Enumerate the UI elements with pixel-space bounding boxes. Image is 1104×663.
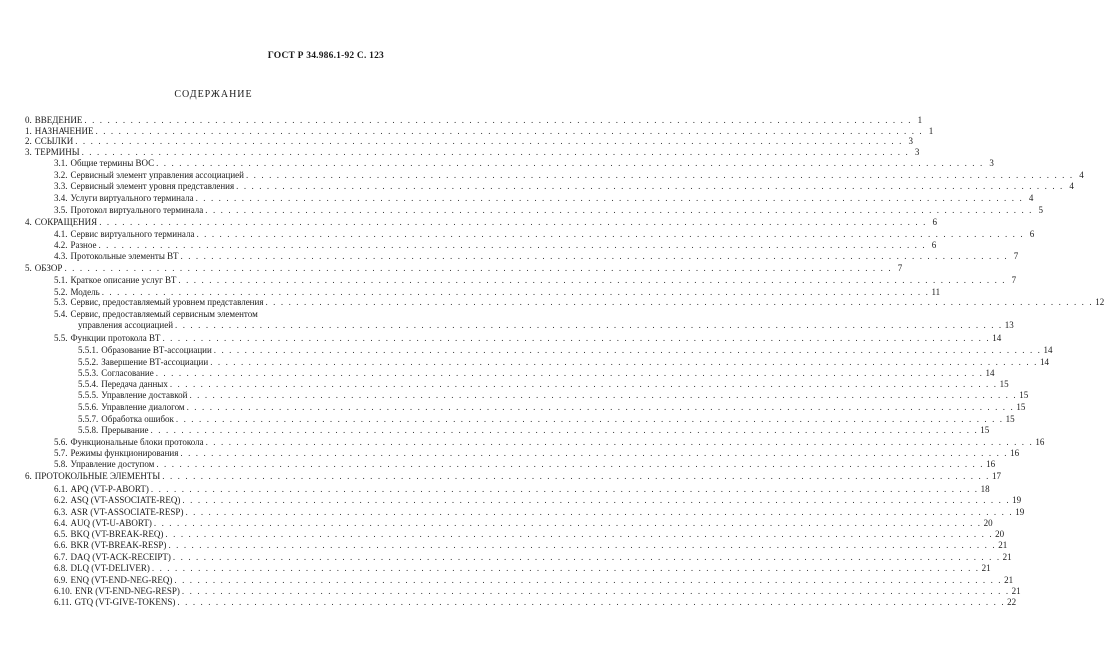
- toc-entry-number: 3.2.: [54, 170, 68, 180]
- page-header: ГОСТ Р 34.986.1-92 С. 123: [267, 51, 384, 61]
- toc-entry-page: 14: [992, 333, 1002, 343]
- toc-entry-page: 14: [1043, 345, 1053, 355]
- toc-entry[interactable]: [54, 158, 994, 169]
- toc-entry-page: 16: [986, 459, 996, 469]
- toc-leader-dots: [154, 518, 982, 529]
- toc-entry-number: 3.: [25, 147, 32, 157]
- toc-leader-dots: [265, 297, 1093, 308]
- toc-entry-page: 6: [931, 240, 937, 250]
- toc-entry-number: 6.2.: [54, 495, 68, 505]
- toc-entry-page: 21: [998, 540, 1008, 550]
- toc-entry-label: ССЫЛКИ: [34, 136, 74, 146]
- toc-entry[interactable]: [54, 205, 1044, 216]
- toc-entry[interactable]: [54, 181, 1074, 192]
- toc-leader-dots: [156, 459, 984, 470]
- toc-entry-label: ENR (VT-END-NEG-RESP): [75, 586, 180, 596]
- toc-entry[interactable]: [54, 437, 1045, 448]
- toc-entry-label: НАЗНАЧЕНИЕ: [34, 126, 94, 136]
- toc-entry-label: Сервис, предоставляемый сервисным элементом: [70, 309, 258, 319]
- toc-entry-number: 4.: [25, 217, 32, 227]
- toc-entry-label: управления ассоциацией: [78, 320, 174, 330]
- toc-entry-page: 20: [983, 518, 993, 528]
- toc-leader-dots: [75, 136, 903, 147]
- toc-entry[interactable]: [54, 529, 1005, 540]
- toc-leader-dots: [196, 193, 1024, 204]
- toc-entry-label: Функции протокола ВТ: [70, 333, 161, 343]
- toc-entry-page: 4: [1079, 170, 1084, 180]
- toc-entry-number: 1.: [25, 126, 32, 136]
- toc-entry[interactable]: [78, 368, 995, 379]
- toc-entry-number: 2.: [25, 136, 32, 146]
- toc-leader-dots: [173, 552, 1001, 563]
- toc-leader-dots: [176, 414, 1004, 425]
- toc-entry[interactable]: [25, 471, 1002, 482]
- toc-entry-label: Согласование: [101, 368, 154, 378]
- toc-entry-label: Услуги виртуального терминала: [70, 193, 194, 203]
- toc-leader-dots: [84, 115, 912, 126]
- toc-entry-label: Сервис виртуального терминала: [70, 229, 195, 239]
- toc-leader-dots: [165, 529, 993, 540]
- toc-leader-dots: [182, 495, 1010, 506]
- toc-entry-page: 13: [1004, 320, 1014, 330]
- toc-leader-dots: [151, 484, 979, 495]
- toc-entry-label: Управление доставкой: [101, 390, 188, 400]
- toc-entry-page: 15: [999, 379, 1009, 389]
- toc-leader-dots: [82, 147, 910, 158]
- toc-leader-dots: [156, 158, 984, 169]
- toc-entry-number: 5.5.2.: [78, 357, 99, 367]
- toc-entry[interactable]: [54, 229, 1035, 240]
- toc-entry-page: 12: [1095, 297, 1104, 307]
- toc-entry[interactable]: [78, 425, 990, 436]
- toc-leader-dots: [185, 507, 1013, 518]
- toc-entry-page: 22: [1007, 597, 1017, 607]
- toc-entry-label: Передача данных: [101, 379, 168, 389]
- toc-leader-dots: [170, 379, 998, 390]
- toc-entry[interactable]: [54, 193, 1034, 204]
- toc-entry[interactable]: [25, 115, 923, 126]
- toc-leader-dots: [162, 333, 990, 344]
- toc-entry-page: 16: [1010, 448, 1020, 458]
- toc-entry-label: Функциональные блоки протокола: [70, 437, 204, 447]
- toc-entry-label: ENQ (VT-END-NEG-REQ): [70, 575, 173, 585]
- toc-entry-page: 1: [928, 126, 934, 136]
- toc-entry[interactable]: [25, 147, 920, 158]
- toc-leader-dots: [178, 275, 1006, 286]
- toc-entry-label: ASQ (VT-ASSOCIATE-REQ): [70, 495, 181, 505]
- toc-leader-dots: [156, 368, 984, 379]
- toc-entry-number: 5.5.: [54, 333, 68, 343]
- toc-entry-number: 6.: [25, 471, 32, 481]
- toc-entry-label: ВВЕДЕНИЕ: [34, 115, 83, 125]
- toc-entry[interactable]: [78, 402, 1026, 413]
- toc-entry[interactable]: [78, 320, 1014, 331]
- toc-leader-dots: [210, 357, 1038, 368]
- toc-entry-page: 3: [908, 136, 913, 146]
- toc-entry-page: 21: [1011, 586, 1021, 596]
- toc-entry-number: 5.7.: [54, 448, 68, 458]
- toc-entry-number: 6.1.: [54, 484, 68, 494]
- toc-leader-dots: [174, 575, 1002, 586]
- toc-leader-dots: [189, 390, 1017, 401]
- toc-entry-label: Управление диалогом: [101, 402, 185, 412]
- toc-entry-label: DLQ (VT-DELIVER): [70, 563, 150, 573]
- toc-entry[interactable]: [54, 484, 990, 495]
- toc-entry-number: 4.1.: [54, 229, 68, 239]
- toc-entry-number: 5.5.6.: [78, 402, 99, 412]
- toc-entry-number: 5.5.1.: [78, 345, 99, 355]
- toc-leader-dots: [236, 181, 1064, 192]
- toc-entry[interactable]: [54, 507, 1025, 518]
- toc-entry-page: 7: [1011, 275, 1017, 285]
- toc-entry-number: 5.5.5.: [78, 390, 99, 400]
- toc-entry-page: 11: [931, 287, 941, 297]
- toc-entry[interactable]: [54, 297, 1104, 308]
- toc-entry[interactable]: [54, 597, 1017, 608]
- toc-leader-dots: [152, 563, 980, 574]
- toc-entry-label: Сервисный элемент управления ассоциацией: [70, 170, 244, 180]
- toc-entry-label: ASR (VT-ASSOCIATE-RESP): [70, 507, 184, 517]
- toc-entry-page: 4: [1028, 193, 1034, 203]
- toc-entry-number: 4.3.: [54, 251, 68, 261]
- toc-entry-number: 5.: [25, 263, 32, 273]
- toc-entry-page: 7: [897, 263, 903, 273]
- toc-entry-page: 20: [995, 529, 1005, 539]
- toc-entry[interactable]: [25, 263, 903, 274]
- toc-entry-page: 14: [1039, 357, 1049, 367]
- toc-entry-label: AUQ (VT-U-ABORT): [70, 518, 152, 528]
- toc-entry-number: 5.5.8.: [78, 425, 99, 435]
- toc-entry[interactable]: [54, 575, 1014, 586]
- toc-leader-dots: [168, 540, 996, 551]
- toc-entry-label: ПРОТОКОЛЬНЫЕ ЭЛЕМЕНТЫ: [34, 471, 161, 481]
- toc-entry-page: 19: [1012, 495, 1022, 505]
- toc-entry-number: 5.1.: [54, 275, 68, 285]
- toc-entry[interactable]: [54, 448, 1020, 459]
- toc-leader-dots: [64, 263, 892, 274]
- toc-entry[interactable]: [54, 240, 937, 251]
- toc-entry[interactable]: [54, 309, 386, 320]
- toc-leader-dots: [180, 448, 1008, 459]
- toc-entry-number: 6.9.: [54, 575, 68, 585]
- toc-entry-label: Завершение ВТ-ассоциации: [101, 357, 209, 367]
- toc-leader-dots: [181, 251, 1009, 262]
- toc-entry[interactable]: [54, 552, 1012, 563]
- toc-entry-page: 3: [914, 147, 920, 157]
- toc-entry[interactable]: [54, 495, 1022, 506]
- toc-leader-dots: [214, 345, 1042, 356]
- toc-entry-page: 17: [992, 471, 1002, 481]
- toc-entry-number: 6.3.: [54, 507, 68, 517]
- toc-entry-page: 6: [932, 217, 937, 227]
- toc-entry-page: 15: [1005, 414, 1015, 424]
- toc-leader-dots: [182, 586, 1010, 597]
- toc-entry-label: Сервисный элемент уровня представления: [70, 181, 235, 191]
- toc-entry-label: BKQ (VT-BREAK-REQ): [70, 529, 164, 539]
- toc-entry-label: Общие термины ВОС: [70, 158, 155, 168]
- toc-leader-dots: [196, 229, 1024, 240]
- toc-entry-number: 6.4.: [54, 518, 68, 528]
- toc-entry[interactable]: [25, 217, 937, 228]
- toc-leader-dots: [246, 170, 1074, 181]
- toc-entry-number: 5.8.: [54, 459, 68, 469]
- toc-entry-number: 3.1.: [54, 158, 68, 168]
- toc-entry-label: APQ (VT-P-ABORT): [70, 484, 149, 494]
- toc-entry[interactable]: [78, 414, 1015, 425]
- toc-entry[interactable]: [78, 357, 1049, 368]
- toc-entry-label: DAQ (VT-ACK-RECEIPT): [70, 552, 171, 562]
- toc-entry[interactable]: [78, 379, 1009, 390]
- toc-entry-page: 4: [1069, 181, 1074, 191]
- toc-entry-page: 14: [985, 368, 995, 378]
- toc-entry[interactable]: [54, 251, 1019, 262]
- toc-entry-page: 15: [980, 425, 990, 435]
- toc-leader-dots: [99, 217, 927, 228]
- toc-entry-number: 4.2.: [54, 240, 68, 250]
- toc-entry-number: 5.5.4.: [78, 379, 99, 389]
- toc-leader-dots: [206, 437, 1034, 448]
- toc-entry-label: Режимы функционирования: [70, 448, 179, 458]
- toc-entry-page: 15: [1019, 390, 1029, 400]
- toc-entry-page: 21: [1002, 552, 1012, 562]
- page-title: СОДЕРЖАНИЕ: [174, 89, 253, 100]
- toc-leader-dots: [175, 320, 1003, 331]
- toc-entry-label: Прерывание: [101, 425, 149, 435]
- toc-entry-label: Разное: [70, 240, 97, 250]
- toc-leader-dots: [187, 402, 1015, 413]
- toc-entry-number: 3.5.: [54, 205, 68, 215]
- toc-leader-dots: [151, 425, 979, 436]
- toc-leader-dots: [205, 205, 1033, 216]
- toc-entry-label: ТЕРМИНЫ: [34, 147, 80, 157]
- toc-entry-number: 6.7.: [54, 552, 68, 562]
- toc-entry-number: 6.11.: [54, 597, 72, 607]
- toc-entry-number: 6.6.: [54, 540, 68, 550]
- toc-entry-number: 6.5.: [54, 529, 68, 539]
- toc-entry-page: 21: [981, 563, 991, 573]
- toc-entry-label: Управление доступом: [70, 459, 155, 469]
- toc-entry[interactable]: [25, 136, 913, 147]
- toc-entry-page: 19: [1015, 507, 1025, 517]
- toc-entry-label: Сервис, предоставляемый уровнем представления: [70, 297, 264, 307]
- toc-entry-label: Образование ВТ-ассоциации: [101, 345, 212, 355]
- toc-entry-page: 7: [1013, 251, 1019, 261]
- toc-entry-label: Обработка ошибок: [101, 414, 174, 424]
- toc-entry[interactable]: [54, 518, 993, 529]
- toc-entry[interactable]: [54, 170, 1084, 181]
- toc-entry[interactable]: [78, 390, 1029, 401]
- toc-entry-page: 6: [1029, 229, 1035, 239]
- toc-entry-page: 21: [1004, 575, 1014, 585]
- toc-leader-dots: [177, 597, 1005, 608]
- toc-leader-dots: [162, 471, 990, 482]
- toc-entry-label: ОБЗОР: [34, 263, 63, 273]
- toc-entry-number: 0.: [25, 115, 32, 125]
- toc-entry[interactable]: [78, 345, 1053, 356]
- toc-entry-label: BKR (VT-BREAK-RESP): [70, 540, 167, 550]
- toc-entry[interactable]: [54, 275, 1017, 286]
- toc-entry-number: 6.10.: [54, 586, 72, 596]
- toc-entry-number: 6.8.: [54, 563, 68, 573]
- toc-entry-page: 18: [980, 484, 990, 494]
- toc-entry-number: 5.2.: [54, 287, 68, 297]
- toc-entry-number: 3.3.: [54, 181, 68, 191]
- toc-entry-number: 5.6.: [54, 437, 68, 447]
- toc-entry-label: Модель: [70, 287, 100, 297]
- toc-entry-page: 3: [989, 158, 994, 168]
- toc-entry-label: GTQ (VT-GIVE-TOKENS): [74, 597, 176, 607]
- toc-entry-number: 5.5.3.: [78, 368, 99, 378]
- toc-entry-page: 15: [1016, 402, 1026, 412]
- toc-entry-page: 5: [1038, 205, 1044, 215]
- toc-entry-label: Протокол виртуального терминала: [70, 205, 204, 215]
- toc-entry-number: 5.4.: [54, 309, 68, 319]
- toc-leader-dots: [98, 240, 926, 251]
- toc-entry[interactable]: [54, 563, 991, 574]
- toc-entry[interactable]: [54, 540, 1008, 551]
- toc-entry-page: 1: [917, 115, 923, 125]
- toc-entry-label: Краткое описание услуг ВТ: [70, 275, 177, 285]
- toc-entry-number: 5.5.7.: [78, 414, 99, 424]
- toc-entry[interactable]: [54, 459, 996, 470]
- toc-entry-number: 5.3.: [54, 297, 68, 307]
- toc-entry-number: 3.4.: [54, 193, 68, 203]
- toc-entry-label: СОКРАЩЕНИЯ: [34, 217, 98, 227]
- toc-entry[interactable]: [54, 586, 1021, 597]
- toc-entry-label: Протокольные элементы ВТ: [70, 251, 179, 261]
- toc-entry-page: 16: [1035, 437, 1045, 447]
- toc-entry[interactable]: [54, 333, 1002, 344]
